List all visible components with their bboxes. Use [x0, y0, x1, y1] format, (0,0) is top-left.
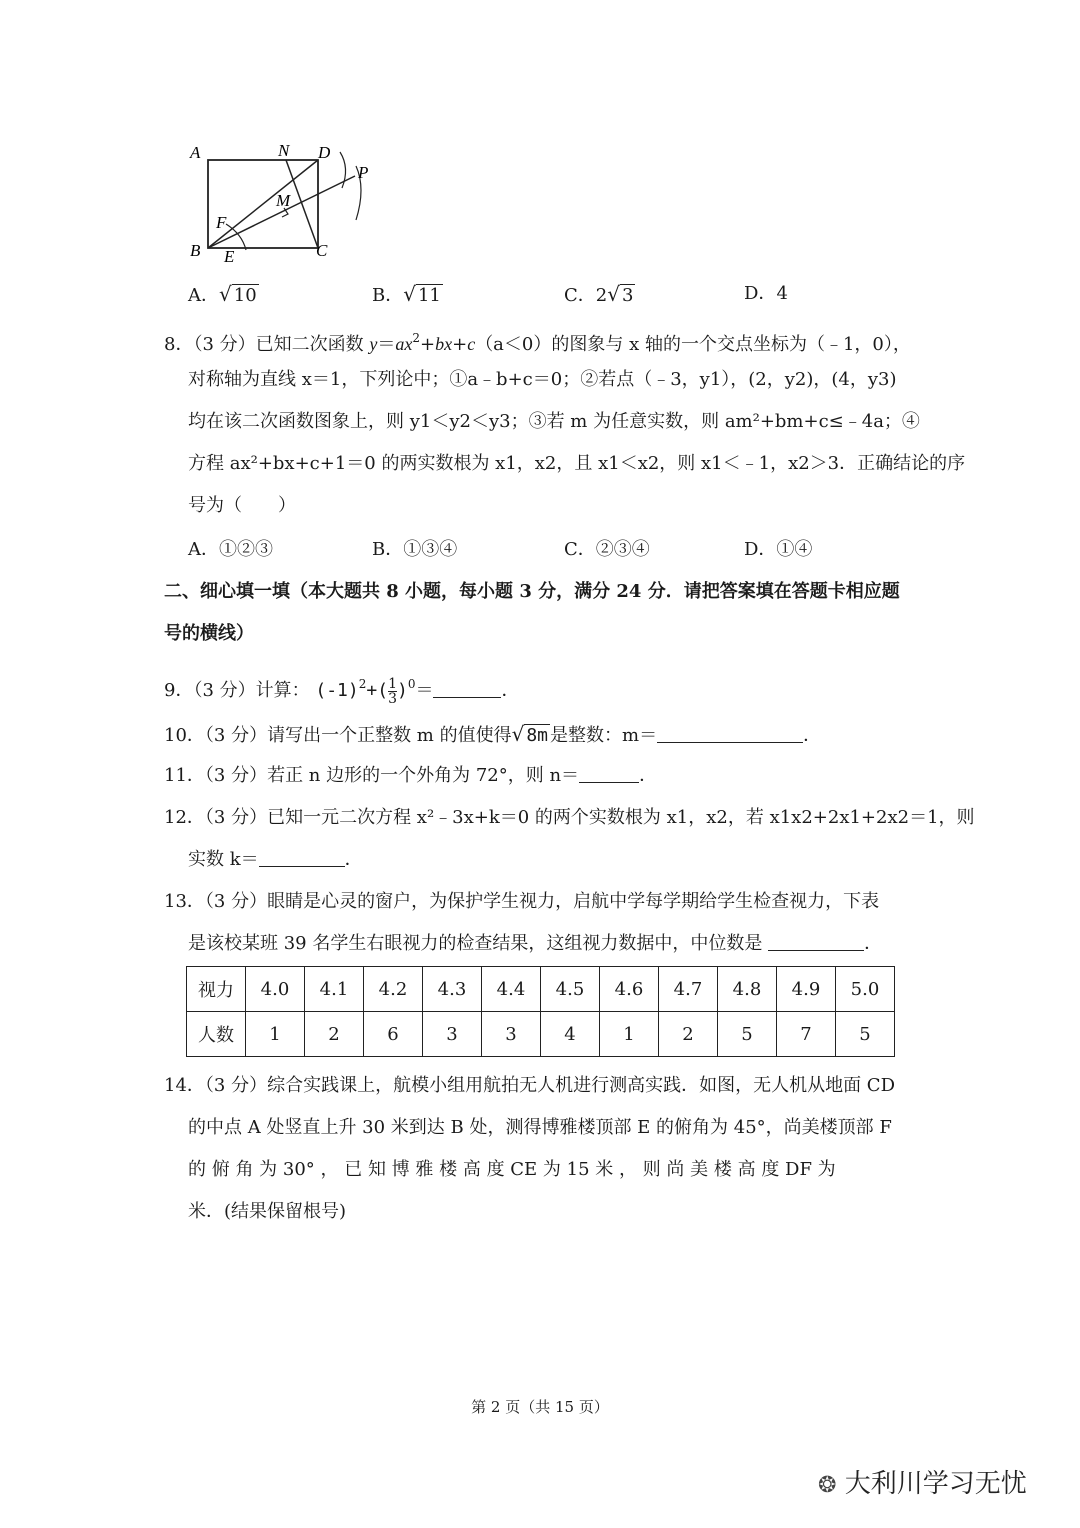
q7-choice-a: A．√ 10 [188, 282, 257, 306]
label-e: E [224, 247, 235, 266]
q8-line-1: 8．（3 分）已知二次函数 $y=ax^2+bx+c(a<0)$的图象与 x 轴的一个交点坐标为（﹣1，0）， [164, 331, 911, 355]
q13-answer-blank[interactable] [768, 932, 864, 951]
q8-choice-d: D．①④ [744, 539, 813, 560]
table-header-cell: 视力 [187, 967, 246, 1012]
table-cell: 4.1 [305, 967, 364, 1012]
watermark-text: 大利川学习无忧 [844, 1469, 1027, 1499]
q8-line-3: 均在该二次函数图象上，则 y1＜y2＜y3；③若 m 为任意实数，则 am²+bm+c≤﹣4a；④ [188, 411, 920, 432]
q11-line: 11．（3 分）若正 n 边形的一个外角为 72°，则 n＝ ． [164, 765, 658, 786]
q8-line-2: 对称轴为直线 x＝1，下列论中；①a﹣b+c＝0；②若点（﹣3，y1），(2，y2)，(4，y3) [188, 369, 897, 390]
table-cell: 2 [305, 1012, 364, 1057]
q9-line: 9．（3 分）计算： $(-1)^2+$( $\frac{1}{3}$ )$^0$＝ ． [164, 675, 520, 707]
q11-answer-blank[interactable] [579, 764, 639, 783]
q14-line-1: 14．（3 分）综合实践课上，航模小组用航拍无人机进行测高实践．如图，无人机从地面 CD [164, 1075, 895, 1096]
q14-line-2: 的中点 A 处竖直上升 30 米到达 B 处，测得博雅楼顶部 E 的俯角为 45°，尚美楼顶部 F [188, 1117, 892, 1138]
table-cell: 2 [659, 1012, 718, 1057]
section2-heading-line-1: 二、细心填一填（本大题共 8 小题，每小题 3 分，满分 24 分．请把答案填在答题卡相应题 [164, 581, 900, 602]
table-cell: 4.9 [777, 967, 836, 1012]
q8-line-4: 方程 ax²+bx+c+1＝0 的两实数根为 x1，x2，且 x1＜x2，则 x1＜﹣1，x2＞3．正确结论的序 [188, 453, 966, 474]
q10-answer-blank[interactable] [657, 724, 803, 743]
table-cell: 5 [836, 1012, 895, 1057]
label-c: C [316, 241, 328, 260]
q13-line-1: 13．（3 分）眼睛是心灵的窗户，为保护学生视力，启航中学每学期给学生检查视力，下表 [164, 891, 880, 912]
label-d: D [318, 143, 331, 162]
table-cell: 1 [600, 1012, 659, 1057]
table-cell: 4.4 [482, 967, 541, 1012]
q9-answer-blank[interactable] [433, 679, 501, 698]
table-cell: 3 [423, 1012, 482, 1057]
table-cell: 7 [777, 1012, 836, 1057]
q8-line-5: 号为（ ） [188, 495, 296, 516]
vision-table [186, 966, 895, 1057]
q10-line: 10．（3 分）请写出一个正整数 m 的值使得√ 8m 是整数：m＝ ． [164, 722, 822, 746]
label-f: F [216, 213, 227, 232]
table-cell: 4.6 [600, 967, 659, 1012]
q14-line-4: 米．(结果保留根号) [188, 1201, 347, 1222]
table-cell: 4.5 [541, 967, 600, 1012]
label-a: A [190, 143, 201, 162]
q12-line-2: 实数 k＝ ． [188, 849, 363, 870]
label-b: B [190, 241, 201, 260]
table-cell: 1 [246, 1012, 305, 1057]
table-row [187, 967, 895, 1012]
wechat-icon: ❂ [818, 1473, 837, 1498]
q7-choice-c: C．2√ 3 [564, 282, 634, 306]
table-cell: 4.3 [423, 967, 482, 1012]
q7-choice-d: D．4 [744, 283, 788, 304]
geometry-figure [180, 138, 380, 268]
page-footer: 第 2 页（共 15 页） [471, 1398, 609, 1416]
label-n: N [278, 141, 290, 160]
table-cell: 3 [482, 1012, 541, 1057]
table-cell: 4 [541, 1012, 600, 1057]
table-cell: 4.0 [246, 967, 305, 1012]
q8-choice-b: B．①③④ [372, 539, 458, 560]
q7-choice-b: B．√ 11 [372, 282, 441, 306]
q13-line-2: 是该校某班 39 名学生右眼视力的检查结果，这组视力数据中，中位数是 ． [188, 933, 883, 954]
q12-line-1: 12．（3 分）已知一元二次方程 x²﹣3x+k＝0 的两个实数根为 x1，x2，若 x1x2+2x1+2x2＝1，则 [164, 807, 975, 828]
watermark [818, 1463, 1027, 1500]
table-cell: 4.7 [659, 967, 718, 1012]
table-cell: 5.0 [836, 967, 895, 1012]
q8-choice-a: A．①②③ [188, 539, 273, 560]
table-cell: 4.8 [718, 967, 777, 1012]
label-p: P [358, 163, 369, 182]
table-cell: 6 [364, 1012, 423, 1057]
q14-line-3: 的 俯 角 为 30° ， 已 知 博 雅 楼 高 度 CE 为 15 米 ， 则 尚 美 楼 高 度 DF 为 [188, 1159, 836, 1180]
table-header-cell: 人数 [187, 1012, 246, 1057]
table-cell: 5 [718, 1012, 777, 1057]
label-m: M [276, 191, 291, 210]
table-cell: 4.2 [364, 967, 423, 1012]
q12-answer-blank[interactable] [259, 848, 345, 867]
table-row [187, 1012, 895, 1057]
q8-choice-c: C．②③④ [564, 539, 650, 560]
section2-heading-line-2: 号的横线） [164, 623, 254, 644]
